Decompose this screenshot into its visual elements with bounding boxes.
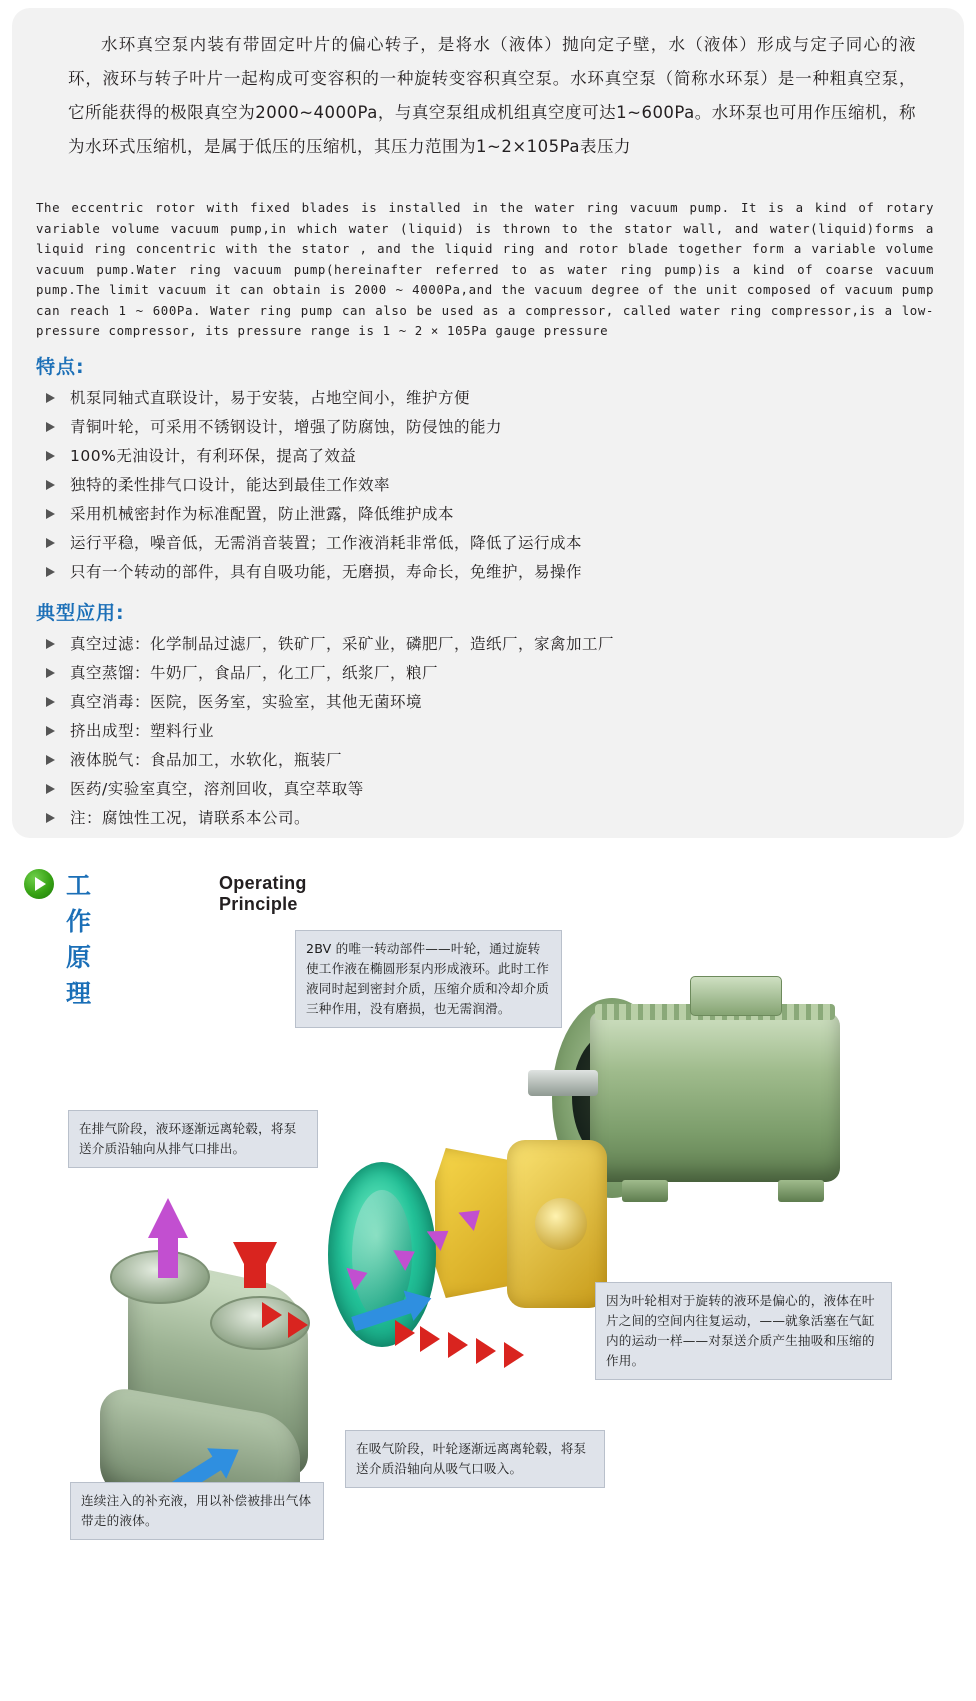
list-item xyxy=(36,471,916,500)
outlet-arrow-pink xyxy=(148,1198,188,1238)
motor-housing xyxy=(590,1012,840,1182)
applications-item-3: 挤出成型：塑料行业 xyxy=(70,722,215,740)
triangle-bullet-icon xyxy=(46,697,55,707)
list-item xyxy=(36,630,916,659)
list-item xyxy=(36,804,916,833)
triangle-bullet-icon xyxy=(46,726,55,736)
pump-exploded-diagram xyxy=(0,912,976,1701)
flow-chevron-red xyxy=(448,1332,468,1358)
triangle-bullet-icon xyxy=(46,422,55,432)
triangle-bullet-icon xyxy=(46,538,55,548)
triangle-bullet-icon xyxy=(46,480,55,490)
intro-panel xyxy=(12,8,964,838)
triangle-bullet-icon xyxy=(46,567,55,577)
features-item-4: 采用机械密封作为标准配置，防止泄露，降低维护成本 xyxy=(70,505,455,523)
intro-english-paragraph: The eccentric rotor with fixed blades is installed in the water ring vacuum pump. It is a kind of rotary variable volume vacuum pump,in which water (liquid) is thrown to the stator wall, and water(liquid)forms a liquid ring concentric with the stator , and the liquid ring and rotor blade together form a variable volume vacuum pump.Water ring vacuum pump(hereinafter referred to as water ring pump)is a kind of coarse vacuum pump.The limit vacuum it can obtain is 2000 ~ 4000Pa,and the vacuum degree of the unit composed of vacuum pump can reach 1 ~ 600Pa. Water ring pump can also be used as a compressor, called water ring compressor,is a low-pressure compressor, its pressure range is 1 ~ 2 × 105Pa gauge pressure xyxy=(36,200,934,338)
callout-eccentric: 因为叶轮相对于旋转的液环是偏心的，液体在叶片之间的空间内往复运动，——就象活塞在气缸内的运动一样——对泵送介质产生抽吸和压缩的作用。 xyxy=(595,1282,892,1380)
list-item xyxy=(36,558,916,587)
triangle-bullet-icon xyxy=(46,393,55,403)
features-list xyxy=(36,384,916,587)
flow-chevron-red xyxy=(420,1326,440,1352)
play-arrow-icon xyxy=(24,869,54,899)
features-item-6: 只有一个转动的部件，具有自吸功能，无磨损，寿命长，免维护，易操作 xyxy=(70,563,583,581)
features-item-3: 独特的柔性排气口设计，能达到最佳工作效率 xyxy=(70,476,391,494)
operating-principle-title-cn: 工作原理 xyxy=(66,871,94,1008)
applications-item-6: 注：腐蚀性工况，请联系本公司。 xyxy=(70,809,311,827)
intro-chinese-paragraph: 水环真空泵内装有带固定叶片的偏心转子，是将水（液体）抛向定子壁，水（液体）形成与定子同心的液环，液环与转子叶片一起构成可变容积的一种旋转变容积真空泵。水环真空泵（简称水环泵）是一种粗真空泵，它所能获得的极限真空为2000~4000Pa，与真空泵组成机组真空度可达1~600Pa。水环泵也可用作压缩机，称为水环式压缩机，是属于低压的压缩机，其压力范围为1~2×105Pa表压力 xyxy=(68,35,916,156)
callout-discharge: 在排气阶段，液环逐渐远离轮毂，将泵送介质沿轴向从排气口排出。 xyxy=(68,1110,318,1168)
list-item xyxy=(36,384,916,413)
triangle-bullet-icon xyxy=(46,813,55,823)
motor-foot xyxy=(622,1180,668,1202)
flow-chevron-red xyxy=(504,1342,524,1368)
operating-principle-title-en: Operating Principle xyxy=(219,873,307,914)
bronze-port-plate-graphic xyxy=(435,1140,610,1315)
flow-chevron-red xyxy=(262,1302,282,1328)
features-section-title: 特点: xyxy=(36,356,85,378)
applications-item-2: 真空消毒：医院，医务室，实验室，其他无菌环境 xyxy=(70,693,423,711)
triangle-bullet-icon xyxy=(46,639,55,649)
motor-shaft xyxy=(528,1070,598,1096)
applications-list xyxy=(36,630,916,833)
list-item xyxy=(36,775,916,804)
callout-suction: 在吸气阶段，叶轮逐渐远离离轮毂，将泵送介质沿轴向从吸气口吸入。 xyxy=(345,1430,605,1488)
applications-item-1: 真空蒸馏：牛奶厂，食品厂，化工厂，纸浆厂，粮厂 xyxy=(70,664,439,682)
list-item xyxy=(36,442,916,471)
callout-makeup: 连续注入的补充液，用以补偿被排出气体带走的液体。 xyxy=(70,1482,324,1540)
list-item xyxy=(36,659,916,688)
flow-chevron-red xyxy=(395,1320,415,1346)
list-item xyxy=(36,746,916,775)
callout-impeller: 2BV 的唯一转动部件——叶轮，通过旋转使工作液在椭圆形泵内形成液环。此时工作液同时起到密封介质，压缩介质和冷却介质三种作用，没有磨损，也无需润滑。 xyxy=(295,930,562,1028)
features-item-2: 100%无油设计，有利环保，提高了效益 xyxy=(70,447,357,465)
features-item-0: 机泵同轴式直联设计，易于安装，占地空间小，维护方便 xyxy=(70,389,471,407)
motor-terminal-box xyxy=(690,976,782,1016)
discharge-arrow-red xyxy=(233,1242,277,1286)
list-item xyxy=(36,688,916,717)
triangle-bullet-icon xyxy=(46,451,55,461)
list-item xyxy=(36,500,916,529)
flow-chevron-red xyxy=(476,1338,496,1364)
features-item-5: 运行平稳，噪音低，无需消音装置；工作液消耗非常低，降低了运行成本 xyxy=(70,534,583,552)
applications-item-5: 医药/实验室真空，溶剂回收，真空萃取等 xyxy=(70,780,364,798)
list-item xyxy=(36,717,916,746)
triangle-bullet-icon xyxy=(46,509,55,519)
features-item-1: 青铜叶轮，可采用不锈钢设计，增强了防腐蚀，防侵蚀的能力 xyxy=(70,418,503,436)
applications-item-4: 液体脱气：食品加工，水软化，瓶装厂 xyxy=(70,751,343,769)
motor-foot xyxy=(778,1180,824,1202)
list-item xyxy=(36,413,916,442)
applications-section-title: 典型应用: xyxy=(36,602,125,624)
flow-chevron-red xyxy=(288,1312,308,1338)
applications-item-0: 真空过滤：化学制品过滤厂，铁矿厂，采矿业，磷肥厂，造纸厂，家禽加工厂 xyxy=(70,635,615,653)
port-plate-hub xyxy=(535,1198,587,1250)
triangle-bullet-icon xyxy=(46,784,55,794)
list-item xyxy=(36,529,916,558)
triangle-bullet-icon xyxy=(46,668,55,678)
triangle-bullet-icon xyxy=(46,755,55,765)
